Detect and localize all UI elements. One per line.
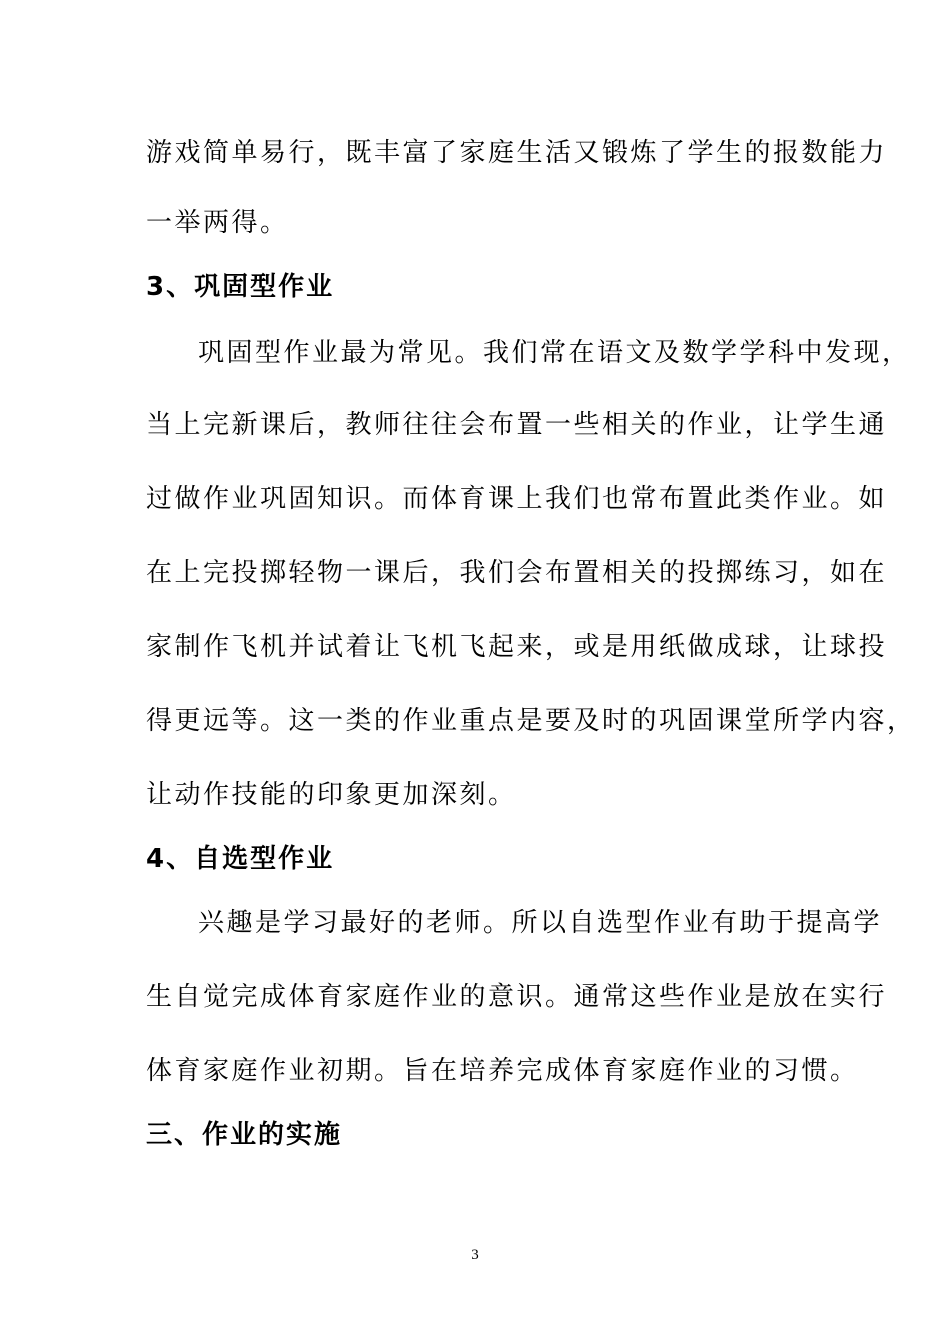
paragraph-line: 在上完投掷轻物一课后，我们会布置相关的投掷练习，如在 <box>146 558 888 588</box>
section-heading: 三、作业的实施 <box>146 1120 343 1150</box>
paragraph-line: 体育家庭作业初期。旨在培养完成体育家庭作业的习惯。 <box>146 1056 859 1086</box>
section-heading: 3、巩固型作业 <box>146 272 335 302</box>
paragraph-line: 家制作飞机并试着让飞机飞起来，或是用纸做成球，让球投 <box>146 632 888 662</box>
paragraph-line: 当上完新课后，教师往往会布置一些相关的作业，让学生通 <box>146 410 888 440</box>
paragraph-line: 让动作技能的印象更加深刻。 <box>146 780 517 810</box>
paragraph-line: 一举两得。 <box>146 208 289 238</box>
paragraph-line: 兴趣是学习最好的老师。所以自选型作业有助于提高学 <box>198 908 883 938</box>
section-heading: 4、自选型作业 <box>146 844 335 874</box>
paragraph-line: 得更远等。这一类的作业重点是要及时的巩固课堂所学内容， <box>146 706 916 736</box>
paragraph-line: 过做作业巩固知识。而体育课上我们也常布置此类作业。如 <box>146 484 888 514</box>
page-number: 3 <box>471 1247 479 1263</box>
paragraph-line: 巩固型作业最为常见。我们常在语文及数学学科中发现， <box>198 338 911 368</box>
paragraph-line: 生自觉完成体育家庭作业的意识。通常这些作业是放在实行 <box>146 982 888 1012</box>
paragraph-line: 游戏简单易行，既丰富了家庭生活又锻炼了学生的报数能力 <box>146 138 888 168</box>
